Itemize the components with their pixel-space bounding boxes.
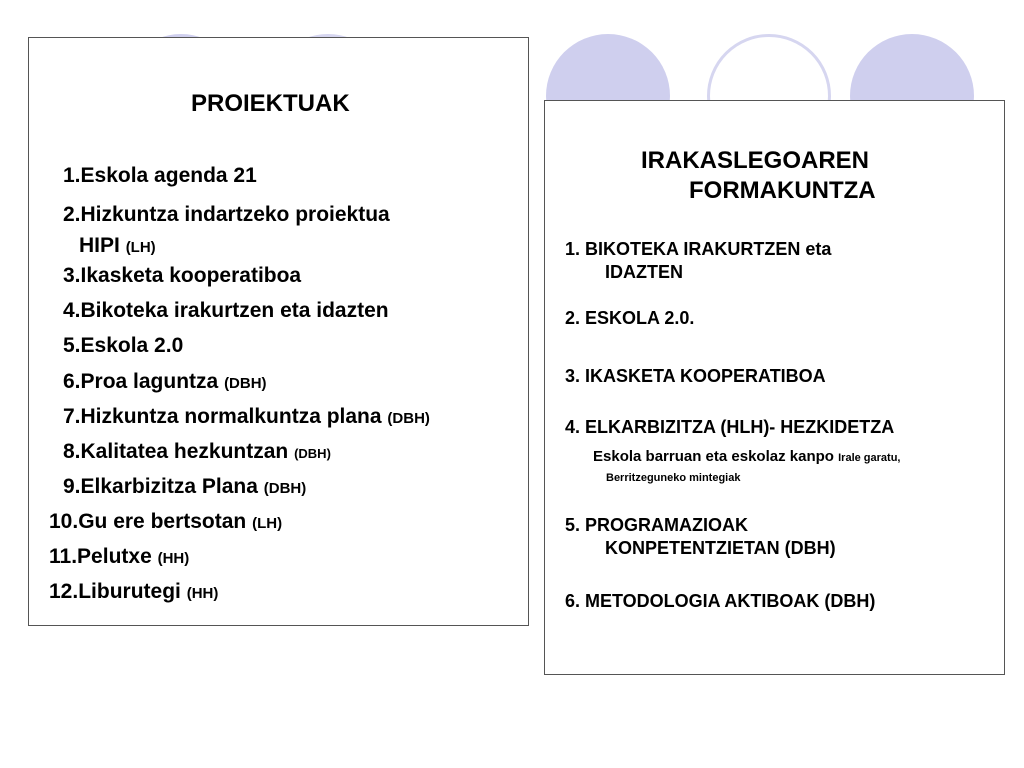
training-title: IRAKASLEGOAREN FORMAKUNTZA [641, 147, 876, 204]
training-item-6: 6. METODOLOGIA AKTIBOAK (DBH) [565, 591, 876, 611]
list-item: 7.Hizkuntza normalkuntza plana (DBH) [63, 405, 430, 428]
list-item: 8.Kalitatea hezkuntzan (DBH) [63, 440, 331, 463]
training-item-1: 1. BIKOTEKA IRAKURTZEN eta IDAZTEN [565, 239, 832, 282]
training-item-4-sub: Eskola barruan eta eskolaz kanpo Irale garatu, Berritzeguneko mintegiak [593, 448, 901, 484]
list-item: 5.Eskola 2.0 [63, 334, 184, 357]
list-item: 6.Proa laguntza (DBH) [63, 370, 267, 393]
list-item: 9.Elkarbizitza Plana (DBH) [63, 475, 307, 498]
training-panel [544, 100, 1005, 675]
list-item: 12.Liburutegi (HH) [49, 580, 219, 603]
list-item: 4.Bikoteka irakurtzen eta idazten [63, 299, 389, 322]
projects-title: PROIEKTUAK [191, 90, 350, 117]
list-item: 10.Gu ere bertsotan (LH) [49, 510, 283, 533]
training-item-5: 5. PROGRAMAZIOAK KONPETENTZIETAN (DBH) [565, 515, 836, 558]
list-item: 3.Ikasketa kooperatiboa [63, 264, 302, 287]
projects-panel [28, 37, 529, 626]
list-item: 2.Hizkuntza indartzeko proiektua HIPI (LH) [63, 203, 390, 257]
training-item-3: 3. IKASKETA KOOPERATIBOA [565, 366, 826, 386]
training-item-4: 4. ELKARBIZITZA (HLH)- HEZKIDETZA [565, 417, 895, 437]
training-item-2: 2. ESKOLA 2.0. [565, 308, 695, 328]
list-item: 11.Pelutxe (HH) [49, 545, 190, 568]
list-item: 1.Eskola agenda 21 [63, 164, 257, 187]
